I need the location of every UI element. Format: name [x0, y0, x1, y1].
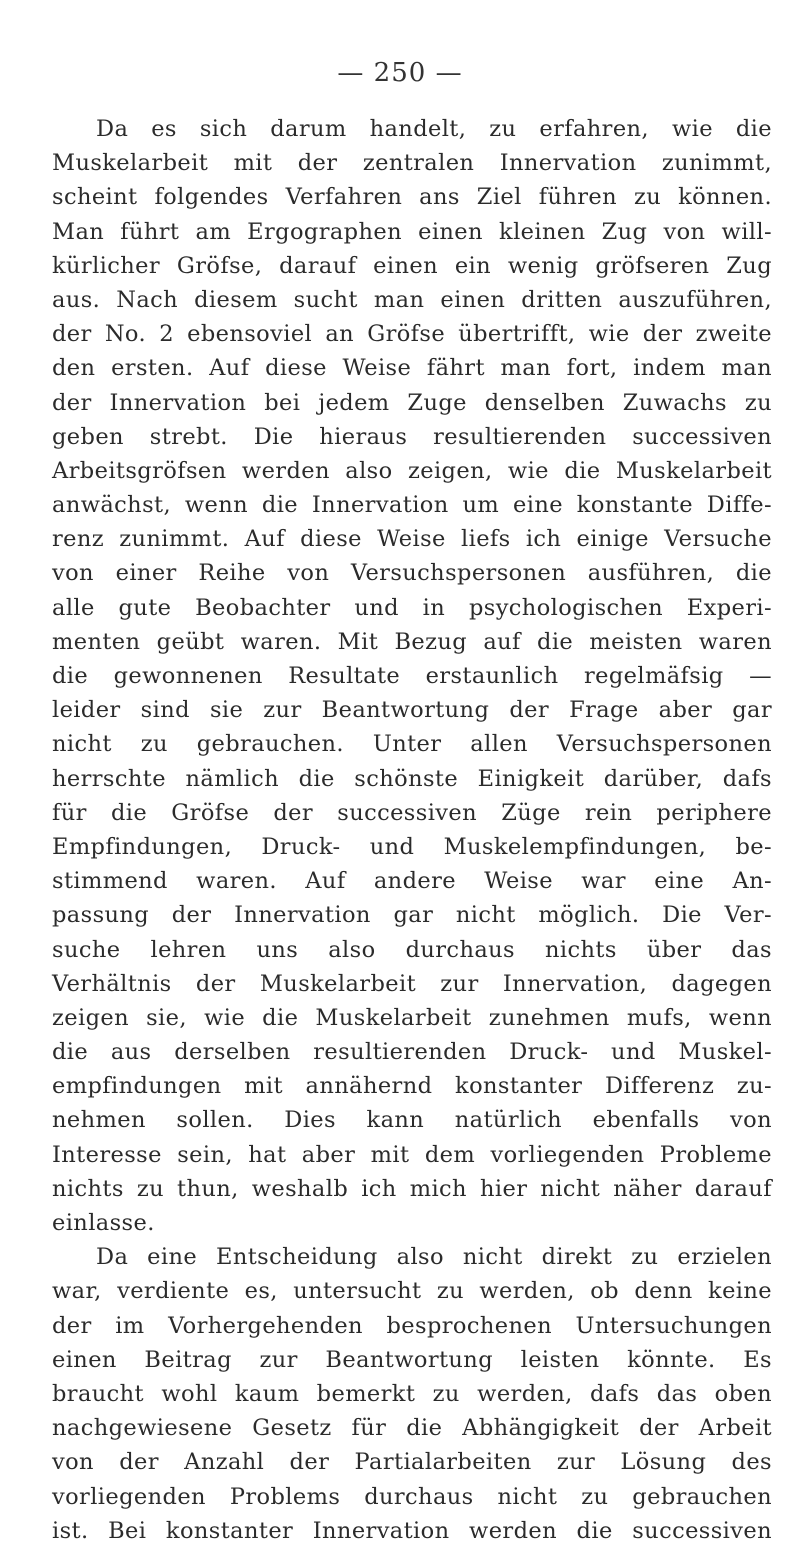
text-line: vorliegenden Problems durchaus nicht zu gebrauchen: [52, 1483, 772, 1510]
text-line: empfindungen mit annähernd konstanter Differenz zu-: [52, 1073, 772, 1100]
text-line: Verhältnis der Muskelarbeit zur Innervation, dagegen: [52, 970, 772, 997]
text-line: nehmen sollen. Dies kann natürlich ebenfalls von: [52, 1107, 772, 1134]
text-line: geben strebt. Die hieraus resultierenden successiven: [52, 423, 772, 450]
page-number: — 250 —: [337, 58, 463, 88]
text-line: die aus derselben resultierenden Druck- und Muskel-: [52, 1039, 772, 1066]
text-line: nichts zu thun, weshalb ich mich hier nicht näher darauf: [52, 1175, 772, 1202]
text-line: Arbeitsgröfsen werden also zeigen, wie die Muskelarbeit: [52, 457, 772, 484]
text-line: der Innervation bei jedem Zuge denselben Zuwachs zu: [52, 389, 772, 416]
text-line: einen Beitrag zur Beantwortung leisten könnte. Es: [52, 1346, 772, 1373]
text-line: renz zunimmt. Auf diese Weise liefs ich einige Versuche: [52, 526, 772, 553]
text-line: menten geübt waren. Mit Bezug auf die meisten waren: [52, 628, 772, 655]
body-text: [52, 112, 772, 1548]
text-line: nicht zu gebrauchen. Unter allen Versuchspersonen: [52, 731, 772, 758]
text-line: passung der Innervation gar nicht möglich. Die Ver-: [52, 902, 772, 929]
text-line: leider sind sie zur Beantwortung der Frage aber gar: [52, 697, 772, 724]
text-line: Muskelarbeit mit der zentralen Innervation zunimmt,: [52, 150, 772, 177]
text-line: die gewonnenen Resultate erstaunlich regelmäfsig —: [52, 663, 772, 689]
text-line: Empfindungen, Druck- und Muskelempfindungen, be-: [52, 833, 772, 860]
text-line: anwächst, wenn die Innervation um eine konstante Diffe-: [52, 492, 772, 519]
text-line: für die Gröfse der successiven Züge rein periphere: [52, 799, 772, 826]
text-line: suche lehren uns also durchaus nichts über das: [52, 936, 772, 963]
text-line: braucht wohl kaum bemerkt zu werden, dafs das oben: [52, 1380, 772, 1407]
text-line: scheint folgendes Verfahren ans Ziel führen zu können.: [52, 184, 772, 211]
text-line: von einer Reihe von Versuchspersonen ausführen, die: [52, 560, 772, 587]
text-line: Interesse sein, hat aber mit dem vorliegenden Probleme: [52, 1141, 772, 1168]
text-line: von der Anzahl der Partialarbeiten zur Lösung des: [52, 1449, 772, 1476]
text-line: den ersten. Auf diese Weise fährt man fort, indem man: [52, 355, 772, 382]
text-line: zeigen sie, wie die Muskelarbeit zunehmen mufs, wenn: [52, 1004, 772, 1031]
text-line: herrschte nämlich die schönste Einigkeit darüber, dafs: [52, 765, 772, 792]
text-line: war, verdiente es, untersucht zu werden, ob denn keine: [52, 1278, 772, 1305]
text-line: nachgewiesene Gesetz für die Abhängigkeit der Arbeit: [52, 1415, 772, 1442]
text-line: Da es sich darum handelt, zu erfahren, wie die: [96, 116, 772, 142]
text-line: ist. Bei konstanter Innervation werden die successiven: [52, 1517, 772, 1544]
text-line: der im Vorhergehenden besprochenen Untersuchungen: [52, 1312, 772, 1339]
text-line: aus. Nach diesem sucht man einen dritten auszuführen,: [52, 286, 772, 313]
text-line: Man führt am Ergographen einen kleinen Zug von will-: [52, 218, 772, 245]
text-line: stimmend waren. Auf andere Weise war eine An-: [52, 868, 772, 895]
text-line: der No. 2 ebensoviel an Gröfse übertrifft, wie der zweite: [52, 321, 772, 348]
text-line: alle gute Beobachter und in psychologischen Experi-: [52, 594, 772, 621]
text-line: kürlicher Gröfse, darauf einen ein wenig gröfseren Zug: [52, 252, 772, 279]
text-line: einlasse.: [52, 1210, 155, 1236]
text-line: Da eine Entscheidung also nicht direkt zu erzielen: [96, 1244, 772, 1271]
